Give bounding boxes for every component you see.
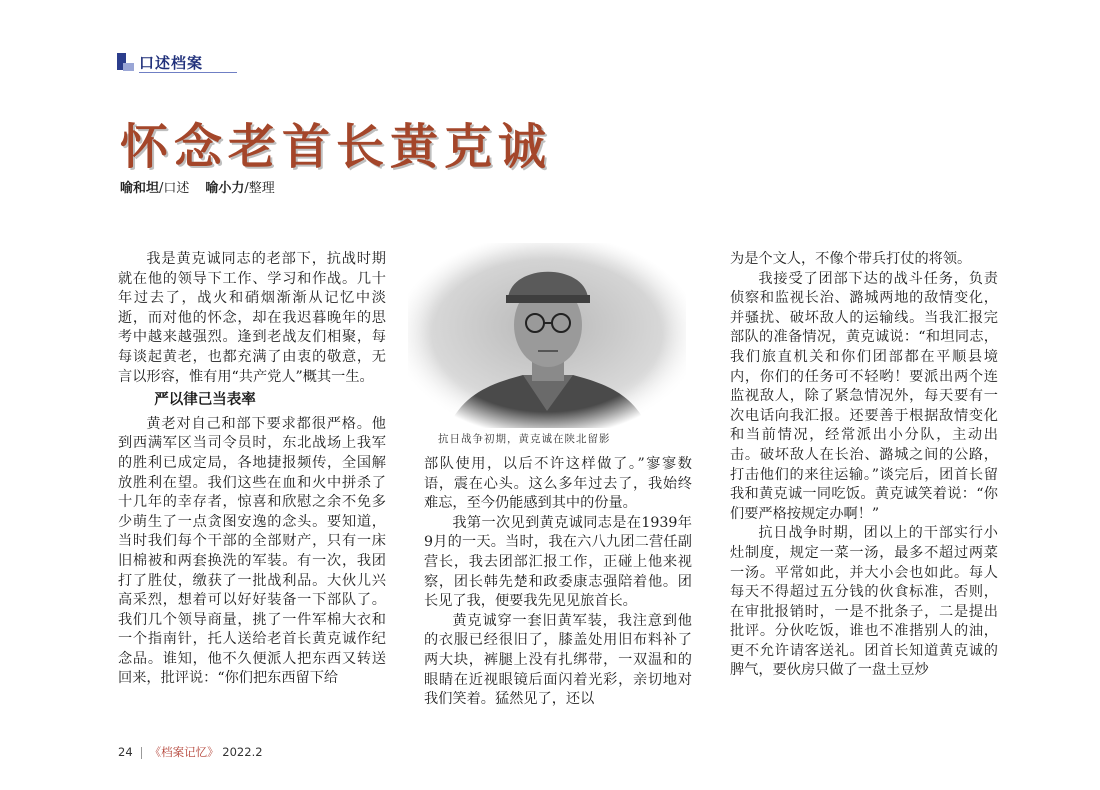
paragraph: 抗日战争时期，团以上的干部实行小灶制度，规定一菜一汤，最多不超过两菜一汤。平常如此，并大小会也如此。每人每天不得超过五分钱的伙食标准，否则，在审批报销时，一是不批条子，二是提出批评。分伙吃饭，谁也不准揩别人的油，更不允许请客送礼。团首长知道黄克诚的脾气，要伙房只做了一盘土豆炒 [730, 525, 998, 679]
column-right [730, 250, 998, 681]
column-middle [424, 455, 692, 710]
page-footer [118, 744, 263, 760]
section-label: 口述档案 [139, 54, 204, 72]
paragraph: 我第一次见到黄克诚同志是在1939年9月的一天。当时，我在六八九团二营任副营长，我去团部汇报工作，正碰上他来视察，团长韩先楚和政委康志强陪着他。团长见了我，便要我先见见旅首长。 [424, 514, 692, 610]
journal-name: 《档案记忆》 [149, 745, 219, 759]
narrator-name: 喻和坦 [120, 181, 160, 196]
section-underline [139, 72, 237, 73]
editor-name: 喻小力 [205, 181, 245, 196]
portrait-photo [408, 243, 686, 428]
paragraph: 黄克诚穿一套旧黄军装，我注意到他的衣服已经很旧了，膝盖处用旧布料补了两大块，裤腿上没有扎绑带，一双温和的眼睛在近视眼镜后面闪着光彩，亲切地对我们笑着。猛然见了，还以 [424, 612, 692, 708]
page-number: 24 [118, 745, 133, 759]
paragraph: 部队使用，以后不许这样做了。”寥寥数语，震在心头。这么多年过去了，我始终难忘，至今仍能感到其中的份量。 [424, 456, 692, 512]
editor-role: /整理 [244, 181, 275, 196]
section-square-accent-icon [123, 63, 134, 71]
issue-number: 2022.2 [222, 745, 263, 759]
paragraph: 我接受了团部下达的战斗任务，负责侦察和监视长治、潞城两地的敌情变化，并骚扰、破坏敌人的运输线。当我汇报完部队的准备情况，黄克诚说：“和坦同志，我们旅直机关和你们团部都在平顺县境内，你们的任务可不轻哟！要派出两个连监视敌人，除了紧急情况外，每天要有一次电话向我汇报。还要善于根据敌情变化和当前情况，经常派出小分队，主动出击。破坏敌人在长治、潞城之间的公路，打击他们的来往运输。”谈完后，团首长留我和黄克诚一同吃饭。黄克诚笑着说：“你们要严格按规定办啊！” [730, 270, 998, 522]
section-heading: 严以律己当表率 [154, 392, 256, 409]
photo-caption: 抗日战争初期，黄克诚在陕北留影 [438, 433, 611, 445]
narrator-role: /口述 [159, 181, 190, 196]
paragraph: 我是黄克诚同志的老部下，抗战时期就在他的领导下工作、学习和作战。几十年过去了，战火和硝烟渐渐从记忆中淡逝，而对他的怀念，却在我迟暮晚年的思考中越来越强烈。逢到老战友们相聚，每每谈起黄老，也都充满了由衷的敬意，无言以形容，惟有用“共产党人”概其一生。 [118, 251, 386, 385]
column-left [118, 250, 386, 689]
paragraph: 黄老对自己和部下要求都很严格。他到西满军区当司令员时，东北战场上我军的胜利已成定局，各地捷报频传，全国解放胜利在望。我们这些在血和火中拼杀了十几年的幸存者，惊喜和欣慰之余不免多少萌生了一点贪图安逸的念头。要知道，当时我们每个干部的全部财产，只有一床旧棉被和两套换洗的军装。有一次，我团打了胜仗，缴获了一批战利品。大伙儿兴高采烈，想着可以好好装备一下部队了。我们几个领导商量，挑了一件军棉大衣和一个指南针，托人送给老首长黄克诚作纪念品。谁知，他不久便派人把东西又转送回来，批评说：“你们把东西留下给 [118, 415, 386, 687]
byline [120, 177, 275, 196]
article-title: 怀念老首长黄克诚 [120, 119, 553, 175]
section-header [117, 53, 247, 75]
paragraph: 为是个文人，不像个带兵打仗的将领。 [730, 251, 972, 267]
